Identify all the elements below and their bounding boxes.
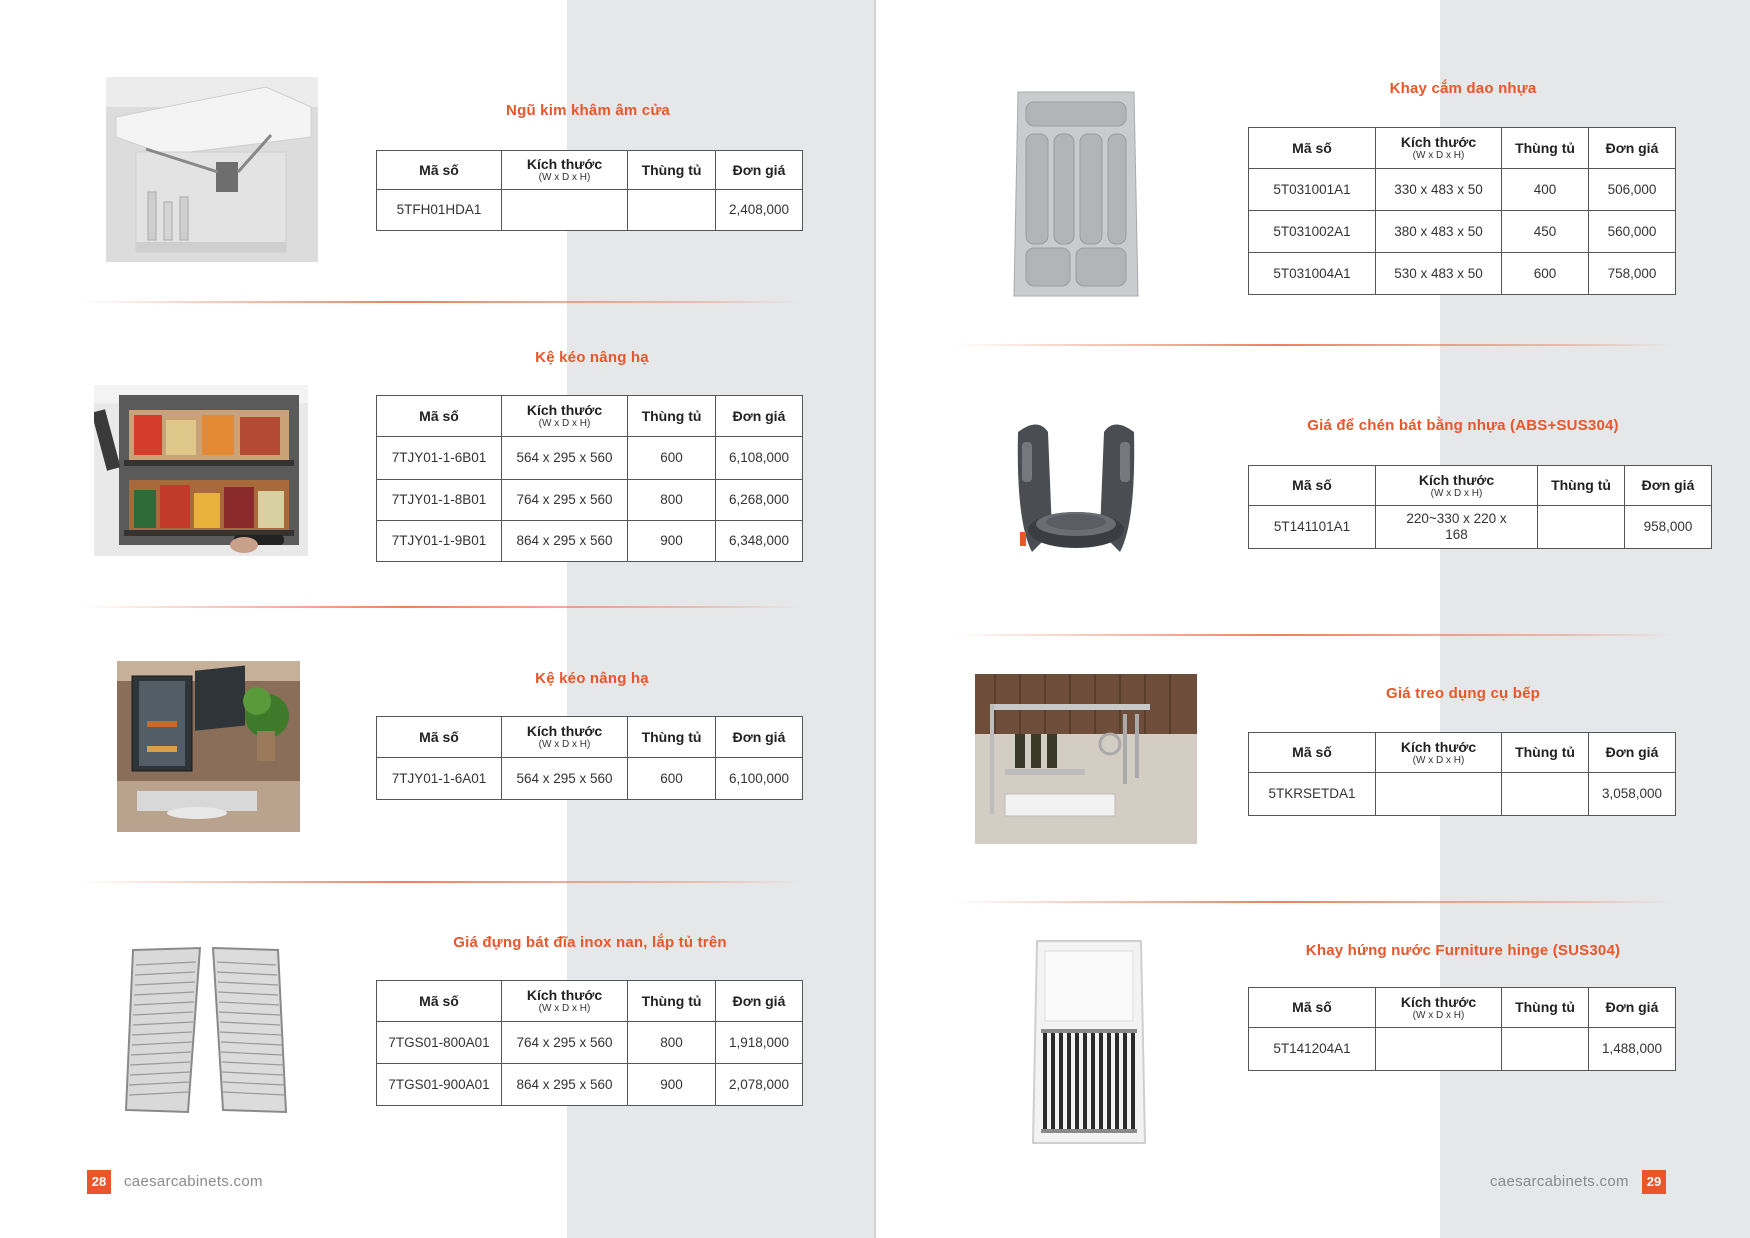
column-header-size: Kích thước (W x D x H): [502, 981, 628, 1022]
product-title: Giá đựng bát đĩa inox nan, lắp tủ trên: [453, 934, 727, 951]
column-header-cabinet: Thùng tủ: [1502, 733, 1589, 773]
column-header-size: Kích thước (W x D x H): [502, 151, 628, 190]
table-row: [1249, 1028, 1676, 1071]
cell-code: 7TGS01-800A01: [377, 1022, 502, 1064]
product-title: Khay hứng nước Furniture hinge (SUS304): [1305, 942, 1621, 959]
cell-cabinet: 600: [628, 437, 716, 480]
cell-size: [502, 190, 628, 231]
column-header-cabinet: Thùng tủ: [1538, 466, 1625, 506]
column-header-cabinet: Thùng tủ: [628, 981, 716, 1022]
stainless-dish-rack-photo: [118, 940, 302, 1120]
page-number-badge: 29: [1642, 1170, 1666, 1194]
table-row: [1249, 211, 1676, 253]
column-header-code: Mã số: [1249, 466, 1376, 506]
cell-size: 380 x 483 x 50: [1376, 211, 1502, 253]
cell-size: 764 x 295 x 560: [502, 480, 628, 521]
cell-cabinet: [1502, 773, 1589, 816]
table-row: [377, 480, 803, 521]
column-header-size: Kích thước (W x D x H): [1376, 733, 1502, 773]
cell-price: 560,000: [1589, 211, 1676, 253]
cell-price: 1,488,000: [1589, 1028, 1676, 1071]
cell-size: 564 x 295 x 560: [502, 758, 628, 800]
cell-size: [1376, 1028, 1502, 1071]
column-header-code: Mã số: [377, 151, 502, 190]
spec-table: [1248, 127, 1676, 295]
product-title: Khay cắm dao nhựa: [1389, 80, 1537, 97]
table-row: [377, 190, 803, 231]
plastic-cutlery-tray-photo: [1012, 88, 1140, 300]
cell-price: 6,100,000: [716, 758, 803, 800]
column-header-size: Kích thước (W x D x H): [502, 396, 628, 437]
cell-price: 958,000: [1625, 506, 1712, 549]
cell-code: 7TJY01-1-6B01: [377, 437, 502, 480]
column-header-code: Mã số: [377, 981, 502, 1022]
cell-size: 564 x 295 x 560: [502, 437, 628, 480]
column-header-cabinet: Thùng tủ: [1502, 988, 1589, 1028]
cell-code: 5T031001A1: [1249, 169, 1376, 211]
section-divider: [952, 344, 1672, 346]
section-divider: [80, 606, 800, 608]
column-header-code: Mã số: [1249, 733, 1376, 773]
product-title: Giá để chén bát bằng nhựa (ABS+SUS304): [1307, 417, 1619, 434]
cell-size: 864 x 295 x 560: [502, 521, 628, 562]
cell-price: 2,078,000: [716, 1064, 803, 1106]
cell-size: 530 x 483 x 50: [1376, 253, 1502, 295]
catalog-page-left: [0, 0, 874, 1238]
column-header-price: Đơn giá: [1589, 733, 1676, 773]
kitchen-utensil-rail-photo: [975, 674, 1197, 844]
spec-table: [376, 395, 803, 562]
column-header-cabinet: Thùng tủ: [628, 151, 716, 190]
cell-price: 6,108,000: [716, 437, 803, 480]
cell-cabinet: 600: [1502, 253, 1589, 295]
column-header-price: Đơn giá: [1625, 466, 1712, 506]
cell-price: 758,000: [1589, 253, 1676, 295]
cell-code: 7TGS01-900A01: [377, 1064, 502, 1106]
cell-price: 6,268,000: [716, 480, 803, 521]
table-row: [1249, 773, 1676, 816]
drip-tray-photo: [1029, 937, 1149, 1147]
table-row: [377, 758, 803, 800]
cell-price: 2,408,000: [716, 190, 803, 231]
spec-table: [1248, 987, 1676, 1071]
cell-cabinet: 900: [628, 1064, 716, 1106]
cell-price: 3,058,000: [1589, 773, 1676, 816]
product-title: Kệ kéo nâng hạ: [535, 349, 649, 366]
plastic-bowl-holder-photo: [1008, 412, 1144, 570]
cell-price: 6,348,000: [716, 521, 803, 562]
lift-up-hinge-cabinet-photo: [106, 77, 318, 262]
column-header-code: Mã số: [1249, 128, 1376, 169]
pull-down-shelf-photo: [94, 385, 308, 556]
column-header-size: Kích thước (W x D x H): [502, 717, 628, 758]
cell-code: 5T141101A1: [1249, 506, 1376, 549]
table-row: [1249, 506, 1712, 549]
column-header-cabinet: Thùng tủ: [1502, 128, 1589, 169]
column-header-price: Đơn giá: [716, 396, 803, 437]
product-title: Giá treo dụng cụ bếp: [1385, 685, 1541, 702]
column-header-price: Đơn giá: [1589, 988, 1676, 1028]
cell-size: [1376, 773, 1502, 816]
section-divider: [80, 881, 800, 883]
product-title: Ngũ kim khâm âm cửa: [506, 102, 670, 119]
website-footer[interactable]: caesarcabinets.com: [124, 1173, 263, 1190]
column-header-size: Kích thước (W x D x H): [1376, 466, 1538, 506]
spec-table: [376, 980, 803, 1106]
table-row: [377, 1064, 803, 1106]
column-header-price: Đơn giá: [716, 981, 803, 1022]
catalog-page-right: [876, 0, 1750, 1238]
cell-cabinet: 800: [628, 480, 716, 521]
column-header-price: Đơn giá: [716, 717, 803, 758]
column-header-code: Mã số: [377, 396, 502, 437]
cell-size: 864 x 295 x 560: [502, 1064, 628, 1106]
table-row: [377, 437, 803, 480]
cell-cabinet: 900: [628, 521, 716, 562]
cell-price: 506,000: [1589, 169, 1676, 211]
section-divider: [952, 901, 1672, 903]
product-title: Kệ kéo nâng hạ: [535, 670, 649, 687]
spec-table: [1248, 465, 1712, 549]
spec-table: [376, 716, 803, 800]
cell-cabinet: [1538, 506, 1625, 549]
cell-price: 1,918,000: [716, 1022, 803, 1064]
cell-code: 5T031002A1: [1249, 211, 1376, 253]
cell-code: 5T031004A1: [1249, 253, 1376, 295]
column-header-code: Mã số: [1249, 988, 1376, 1028]
column-header-code: Mã số: [377, 717, 502, 758]
website-footer[interactable]: caesarcabinets.com: [1490, 1173, 1629, 1190]
cell-cabinet: 800: [628, 1022, 716, 1064]
spec-table: [376, 150, 803, 231]
column-header-price: Đơn giá: [716, 151, 803, 190]
cell-size: 330 x 483 x 50: [1376, 169, 1502, 211]
cell-code: 5TFH01HDA1: [377, 190, 502, 231]
cell-size: 220~330 x 220 x 168: [1376, 506, 1538, 549]
column-header-cabinet: Thùng tủ: [628, 396, 716, 437]
column-header-size: Kích thước (W x D x H): [1376, 988, 1502, 1028]
column-header-price: Đơn giá: [1589, 128, 1676, 169]
cell-code: 7TJY01-1-6A01: [377, 758, 502, 800]
cell-cabinet: 400: [1502, 169, 1589, 211]
cell-code: 5TKRSETDA1: [1249, 773, 1376, 816]
table-row: [377, 1022, 803, 1064]
table-row: [377, 521, 803, 562]
table-row: [1249, 169, 1676, 211]
section-divider: [80, 301, 800, 303]
table-row: [1249, 253, 1676, 295]
cell-cabinet: 600: [628, 758, 716, 800]
cell-cabinet: [1502, 1028, 1589, 1071]
cell-cabinet: 450: [1502, 211, 1589, 253]
cell-code: 7TJY01-1-9B01: [377, 521, 502, 562]
cell-size: 764 x 295 x 560: [502, 1022, 628, 1064]
pull-down-shelf-installed-photo: [117, 661, 300, 832]
column-header-cabinet: Thùng tủ: [628, 717, 716, 758]
column-header-size: Kích thước (W x D x H): [1376, 128, 1502, 169]
cell-code: 7TJY01-1-8B01: [377, 480, 502, 521]
section-divider: [952, 634, 1672, 636]
page-number-badge: 28: [87, 1170, 111, 1194]
cell-cabinet: [628, 190, 716, 231]
cell-code: 5T141204A1: [1249, 1028, 1376, 1071]
spec-table: [1248, 732, 1676, 816]
